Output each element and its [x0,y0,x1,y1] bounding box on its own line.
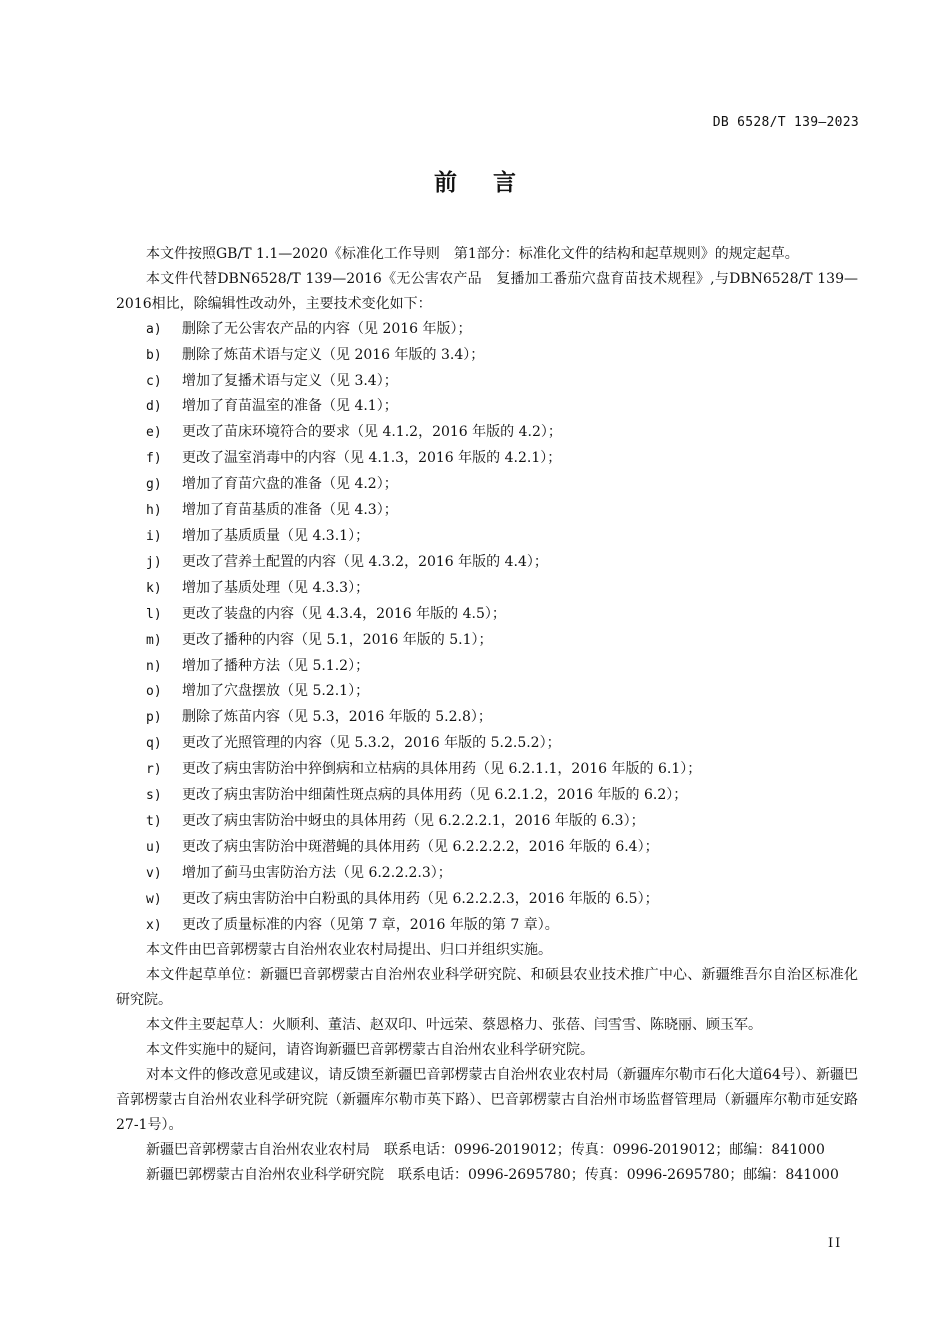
list-item-label: f) [146,451,162,467]
list-item [116,317,858,343]
list-item-text: 更改了温室消毒中的内容（见 4.1.3，2016 年版的 4.2.1）； [182,450,562,467]
feedback-paragraph: 对本文件的修改意见或建议，请反馈至新疆巴音郭楞蒙古自治州农业农村局（新疆库尔勒市石化大道64号）、新疆巴音郭楞蒙古自治州农业科学研究院（新疆库尔勒市英下路）、巴音郭楞蒙古自治州市场监督管理局（新疆库尔勒市延安路27-1号）。 [116,1067,858,1133]
list-item-text: 更改了光照管理的内容（见 5.3.2，2016 年版的 5.2.5.2）； [182,735,561,752]
replacement-paragraph: 本文件代替DBN6528/T 139—2016《无公害农产品 复播加工番茄穴盘育苗技术规程》,与DBN6528/T 139—2016相比，除编辑性改动外，主要技术变化如下： [116,270,858,312]
list-item-label: t) [146,813,162,829]
list-item [116,628,858,654]
intro-paragraph: 本文件按照GB/T 1.1—2020《标准化工作导则 第1部分：标准化文件的结构和起草规则》的规定起草。 [146,246,799,262]
list-item [116,835,858,861]
contact-line: 新疆巴郭楞蒙古自治州农业科学研究院 联系电话：0996-2695780；传真：0996-2695780；邮编：841000 [146,1166,839,1183]
list-item [116,472,858,498]
list-item-label: c) [146,373,162,389]
list-item-text: 增加了基质质量（见 4.3.1）； [182,527,370,544]
list-item-label: a) [146,321,162,337]
list-item-label: v) [146,865,162,881]
standard-code: DB 6528/T 139—2023 [712,115,859,130]
list-item-label: p) [146,710,162,726]
list-item [116,394,858,420]
list-item [116,913,858,939]
list-item [116,861,858,887]
list-item-text: 删除了炼苗内容（见 5.3，2016 年版的 5.2.8）； [182,709,492,726]
list-item-text: 增加了蓟马虫害防治方法（见 6.2.2.2.3）； [182,864,452,881]
list-item [116,679,858,705]
list-item-text: 更改了病虫害防治中猝倒病和立枯病的具体用药（见 6.2.1.1，2016 年版的 6.1）； [182,761,702,778]
list-item-text: 更改了病虫害防治中蚜虫的具体用药（见 6.2.2.2.1，2016 年版的 6.3）； [182,812,645,829]
list-item-text: 增加了复播术语与定义（见 3.4）； [182,372,398,389]
list-item [116,705,858,731]
contact-line: 新疆巴音郭楞蒙古自治州农业农村局 联系电话：0996-2019012；传真：0996-2019012；邮编：841000 [146,1141,825,1158]
proposer-paragraph: 本文件由巴音郭楞蒙古自治州农业农村局提出、归口并组织实施。 [146,942,552,959]
list-item-label: n) [146,658,162,674]
list-item [116,783,858,809]
list-item [116,731,858,757]
page-number: II [828,1236,843,1251]
list-item-text: 更改了病虫害防治中斑潜蝇的具体用药（见 6.2.2.2.2，2016 年版的 6.4）； [182,838,659,855]
list-item [116,498,858,524]
list-item-label: k) [146,580,162,596]
list-item-text: 更改了质量标准的内容（见第 7 章，2016 年版的第 7 章）。 [182,916,559,933]
list-item [116,809,858,835]
list-item-label: u) [146,839,162,855]
list-item-text: 增加了播种方法（见 5.1.2）； [182,657,370,674]
list-item [116,576,858,602]
list-item-label: x) [146,917,162,933]
list-item-text: 删除了无公害农产品的内容（见 2016 年版）； [182,320,472,337]
list-item-text: 增加了育苗穴盘的准备（见 4.2）； [182,476,398,493]
list-item-label: s) [146,788,162,804]
list-item [116,757,858,783]
list-item-text: 更改了病虫害防治中细菌性斑点病的具体用药（见 6.2.1.2，2016 年版的 6.2）； [182,787,688,804]
list-item-text: 更改了营养土配置的内容（见 4.3.2，2016 年版的 4.4）； [182,553,548,570]
list-item [116,602,858,628]
list-item-label: j) [146,554,162,570]
list-item [116,369,858,395]
list-item-label: g) [146,477,162,493]
list-item-label: i) [146,528,162,544]
list-item-text: 增加了育苗温室的准备（见 4.1）； [182,398,398,415]
list-item-label: r) [146,762,162,778]
list-item-label: o) [146,684,162,700]
list-item-label: q) [146,736,162,752]
list-item-text: 删除了炼苗术语与定义（见 2016 年版的 3.4）； [182,346,485,363]
list-item [116,524,858,550]
drafting-units-paragraph: 本文件起草单位：新疆巴音郭楞蒙古自治州农业科学研究院、和硕县农业技术推广中心、新疆维吾尔自治区标准化研究院。 [116,967,858,1009]
document-body [116,242,858,1188]
list-item [116,550,858,576]
page-title: 前言 [434,170,552,196]
list-item-label: m) [146,632,162,648]
list-item-text: 增加了穴盘摆放（见 5.2.1）； [182,683,370,700]
list-item-text: 更改了播种的内容（见 5.1，2016 年版的 5.1）； [182,631,493,648]
list-item-text: 更改了病虫害防治中白粉虱的具体用药（见 6.2.2.2.3，2016 年版的 6.5）； [182,890,659,907]
list-item-label: l) [146,606,162,622]
list-item-label: w) [146,891,162,907]
list-item-label: b) [146,347,162,363]
list-item-label: e) [146,425,162,441]
list-item-text: 增加了育苗基质的准备（见 4.3）； [182,502,398,519]
changes-list [116,317,858,939]
drafters-paragraph: 本文件主要起草人：火顺利、董洁、赵双印、叶远荣、蔡恩格力、张蓓、闫雪雪、陈晓丽、顾玉军。 [146,1017,762,1034]
list-item-text: 更改了装盘的内容（见 4.3.4，2016 年版的 4.5）； [182,605,506,622]
list-item [116,654,858,680]
list-item-text: 更改了苗床环境符合的要求（见 4.1.2，2016 年版的 4.2）； [182,424,562,441]
list-item [116,446,858,472]
list-item [116,420,858,446]
list-item-label: h) [146,503,162,519]
list-item-label: d) [146,399,162,415]
inquiry-paragraph: 本文件实施中的疑问，请咨询新疆巴音郭楞蒙古自治州农业科学研究院。 [146,1042,594,1059]
list-item [116,887,858,913]
list-item [116,343,858,369]
list-item-text: 增加了基质处理（见 4.3.3）； [182,579,370,596]
